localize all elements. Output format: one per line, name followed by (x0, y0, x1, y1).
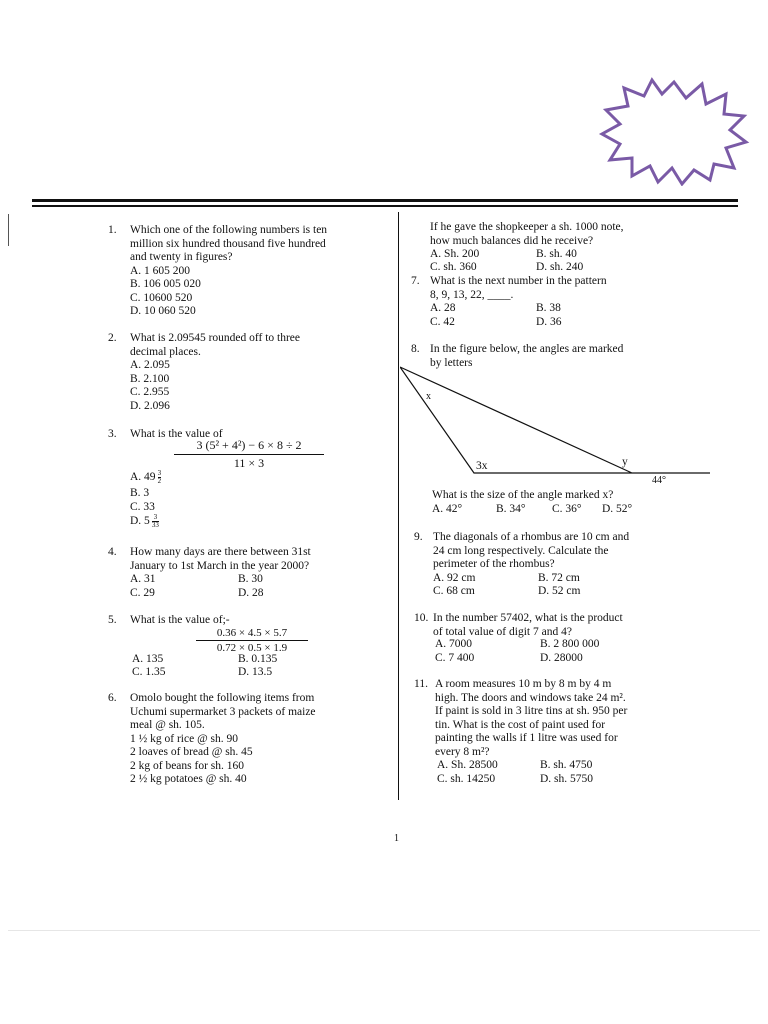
q9-option-c: C. 68 cm (433, 585, 475, 597)
q9-option-d: D. 52 cm (538, 585, 581, 597)
column-divider (398, 212, 399, 800)
q2-text: What is 2.09545 rounded off to three decimal places. A. 2.095 B. 2.100 C. 2.955 D. 2.096 (130, 332, 301, 412)
q5-option-c: C. 1.35 (132, 666, 166, 678)
q2-number: 2. (108, 332, 117, 344)
q5-fraction: $\frac{0.36 \times 4.5 \times 5.7}{0.72 \times 0.5 \times 1.9}$ (196, 627, 308, 654)
q4-option-d: D. 28 (238, 587, 264, 599)
q7-text: What is the next number in the pattern 8, 9, 13, 22, ____. (430, 275, 607, 301)
q11-option-c: C. sh. 14250 (437, 773, 496, 785)
q11-text: A room measures 10 m by 8 m by 4 m high. The doors and windows take 24 m². If paint is sold in 3 litre tins at sh. 950 per tin. What is the cost of paint used for painting the walls if 1 litre was used for every 8 m²? (435, 678, 628, 758)
q8-option-c: C. 36° (552, 503, 582, 515)
angle-3x-label: 3x (476, 460, 488, 472)
q5-question: What is the value of;- (130, 614, 230, 626)
page-number: 1 (394, 833, 399, 844)
margin-mark (8, 214, 9, 246)
q9-option-b: B. 72 cm (538, 572, 580, 584)
q9-option-a: A. 92 cm (433, 572, 476, 584)
q4-option-a: A. 31 (130, 573, 156, 585)
q4-text: How many days are there between 31st January to 1st March in the year 2000? (130, 546, 311, 572)
q6-text: Omolo bought the following items from Uchumi supermarket 3 packets of maize meal @ sh. 105. 1 ½ kg of rice @ sh. 90 2 loaves of bread @ sh. 45 2 kg of beans for sh. 160 2 ½ kg potatoes @ sh. 40 (130, 692, 316, 785)
q8-text: In the figure below, the angles are marked by letters (430, 343, 624, 369)
q10-option-d: D. 28000 (540, 652, 583, 664)
q7-option-d: D. 36 (536, 316, 562, 328)
q1-text: Which one of the following numbers is ten million six hundred thousand five hundred and twenty in figures? A. 1 605 200 B. 106 005 020 C. 10600 520 D. 10 060 520 (130, 224, 328, 317)
q6-option-c: C. sh. 360 (430, 261, 477, 273)
q8-option-b: B. 34° (496, 503, 526, 515)
q3-question: What is the value of (130, 428, 223, 440)
q5-option-d: D. 13.5 (238, 666, 273, 678)
q10-option-c: C. 7 400 (435, 652, 475, 664)
q8-option-a: A. 42° (432, 503, 463, 515)
q5-option-a: A. 135 (132, 653, 164, 665)
q8-number: 8. (411, 343, 420, 355)
q1-number: 1. (108, 224, 117, 236)
angle-y-label: y (622, 456, 628, 468)
q4-number: 4. (108, 546, 117, 558)
q7-option-c: C. 42 (430, 316, 455, 328)
q4-option-c: C. 29 (130, 587, 155, 599)
q7-number: 7. (411, 275, 420, 287)
q11-option-a: A. Sh. 28500 (437, 759, 498, 771)
q7-option-a: A. 28 (430, 302, 456, 314)
q11-option-d: D. sh. 5750 (540, 773, 594, 785)
q6-option-b: B. sh. 40 (536, 248, 577, 260)
q8-option-d: D. 52° (602, 503, 633, 515)
q7-option-b: B. 38 (536, 302, 561, 314)
q10-text: In the number 57402, what is the product of total value of digit 7 and 4? (433, 612, 623, 638)
q9-number: 9. (414, 531, 423, 543)
top-rule-thin (32, 205, 738, 207)
q5-option-b: B. 0.135 (238, 653, 278, 665)
q5-number: 5. (108, 614, 117, 626)
top-rule (32, 199, 738, 202)
q3-option-c: C. 33 (130, 501, 155, 513)
q8-question: What is the size of the angle marked x? (432, 489, 614, 501)
q3-number: 3. (108, 428, 117, 440)
angle-44-label: 44° (652, 475, 666, 486)
q10-number: 10. (414, 612, 429, 624)
q6-option-a: A. Sh. 200 (430, 248, 480, 260)
q11-number: 11. (414, 678, 428, 690)
q4-option-b: B. 30 (238, 573, 263, 585)
angle-x-label: x (426, 391, 431, 402)
q3-fraction: $\frac{\text{3 (5² + 4²) − 6 × 8 ÷ 2}}{11 \times 3}$ (174, 438, 324, 471)
starburst-icon (598, 76, 750, 186)
q3-option-d: D. 5 3 33 (130, 513, 159, 529)
triangle-figure (400, 365, 712, 485)
q6-number: 6. (108, 692, 117, 704)
q6-option-d: D. sh. 240 (536, 261, 584, 273)
q10-option-b: B. 2 800 000 (540, 638, 600, 650)
q10-option-a: A. 7000 (435, 638, 473, 650)
q6-continued-text: If he gave the shopkeeper a sh. 1000 note, how much balances did he receive? (430, 221, 624, 247)
bottom-rule (8, 930, 760, 931)
q3-option-a: A. 49 3 2 (130, 469, 162, 485)
q11-option-b: B. sh. 4750 (540, 759, 593, 771)
q9-text: The diagonals of a rhombus are 10 cm and 24 cm long respectively. Calculate the perimeter of the rhombus? (433, 531, 630, 570)
q3-option-b: B. 3 (130, 487, 150, 499)
